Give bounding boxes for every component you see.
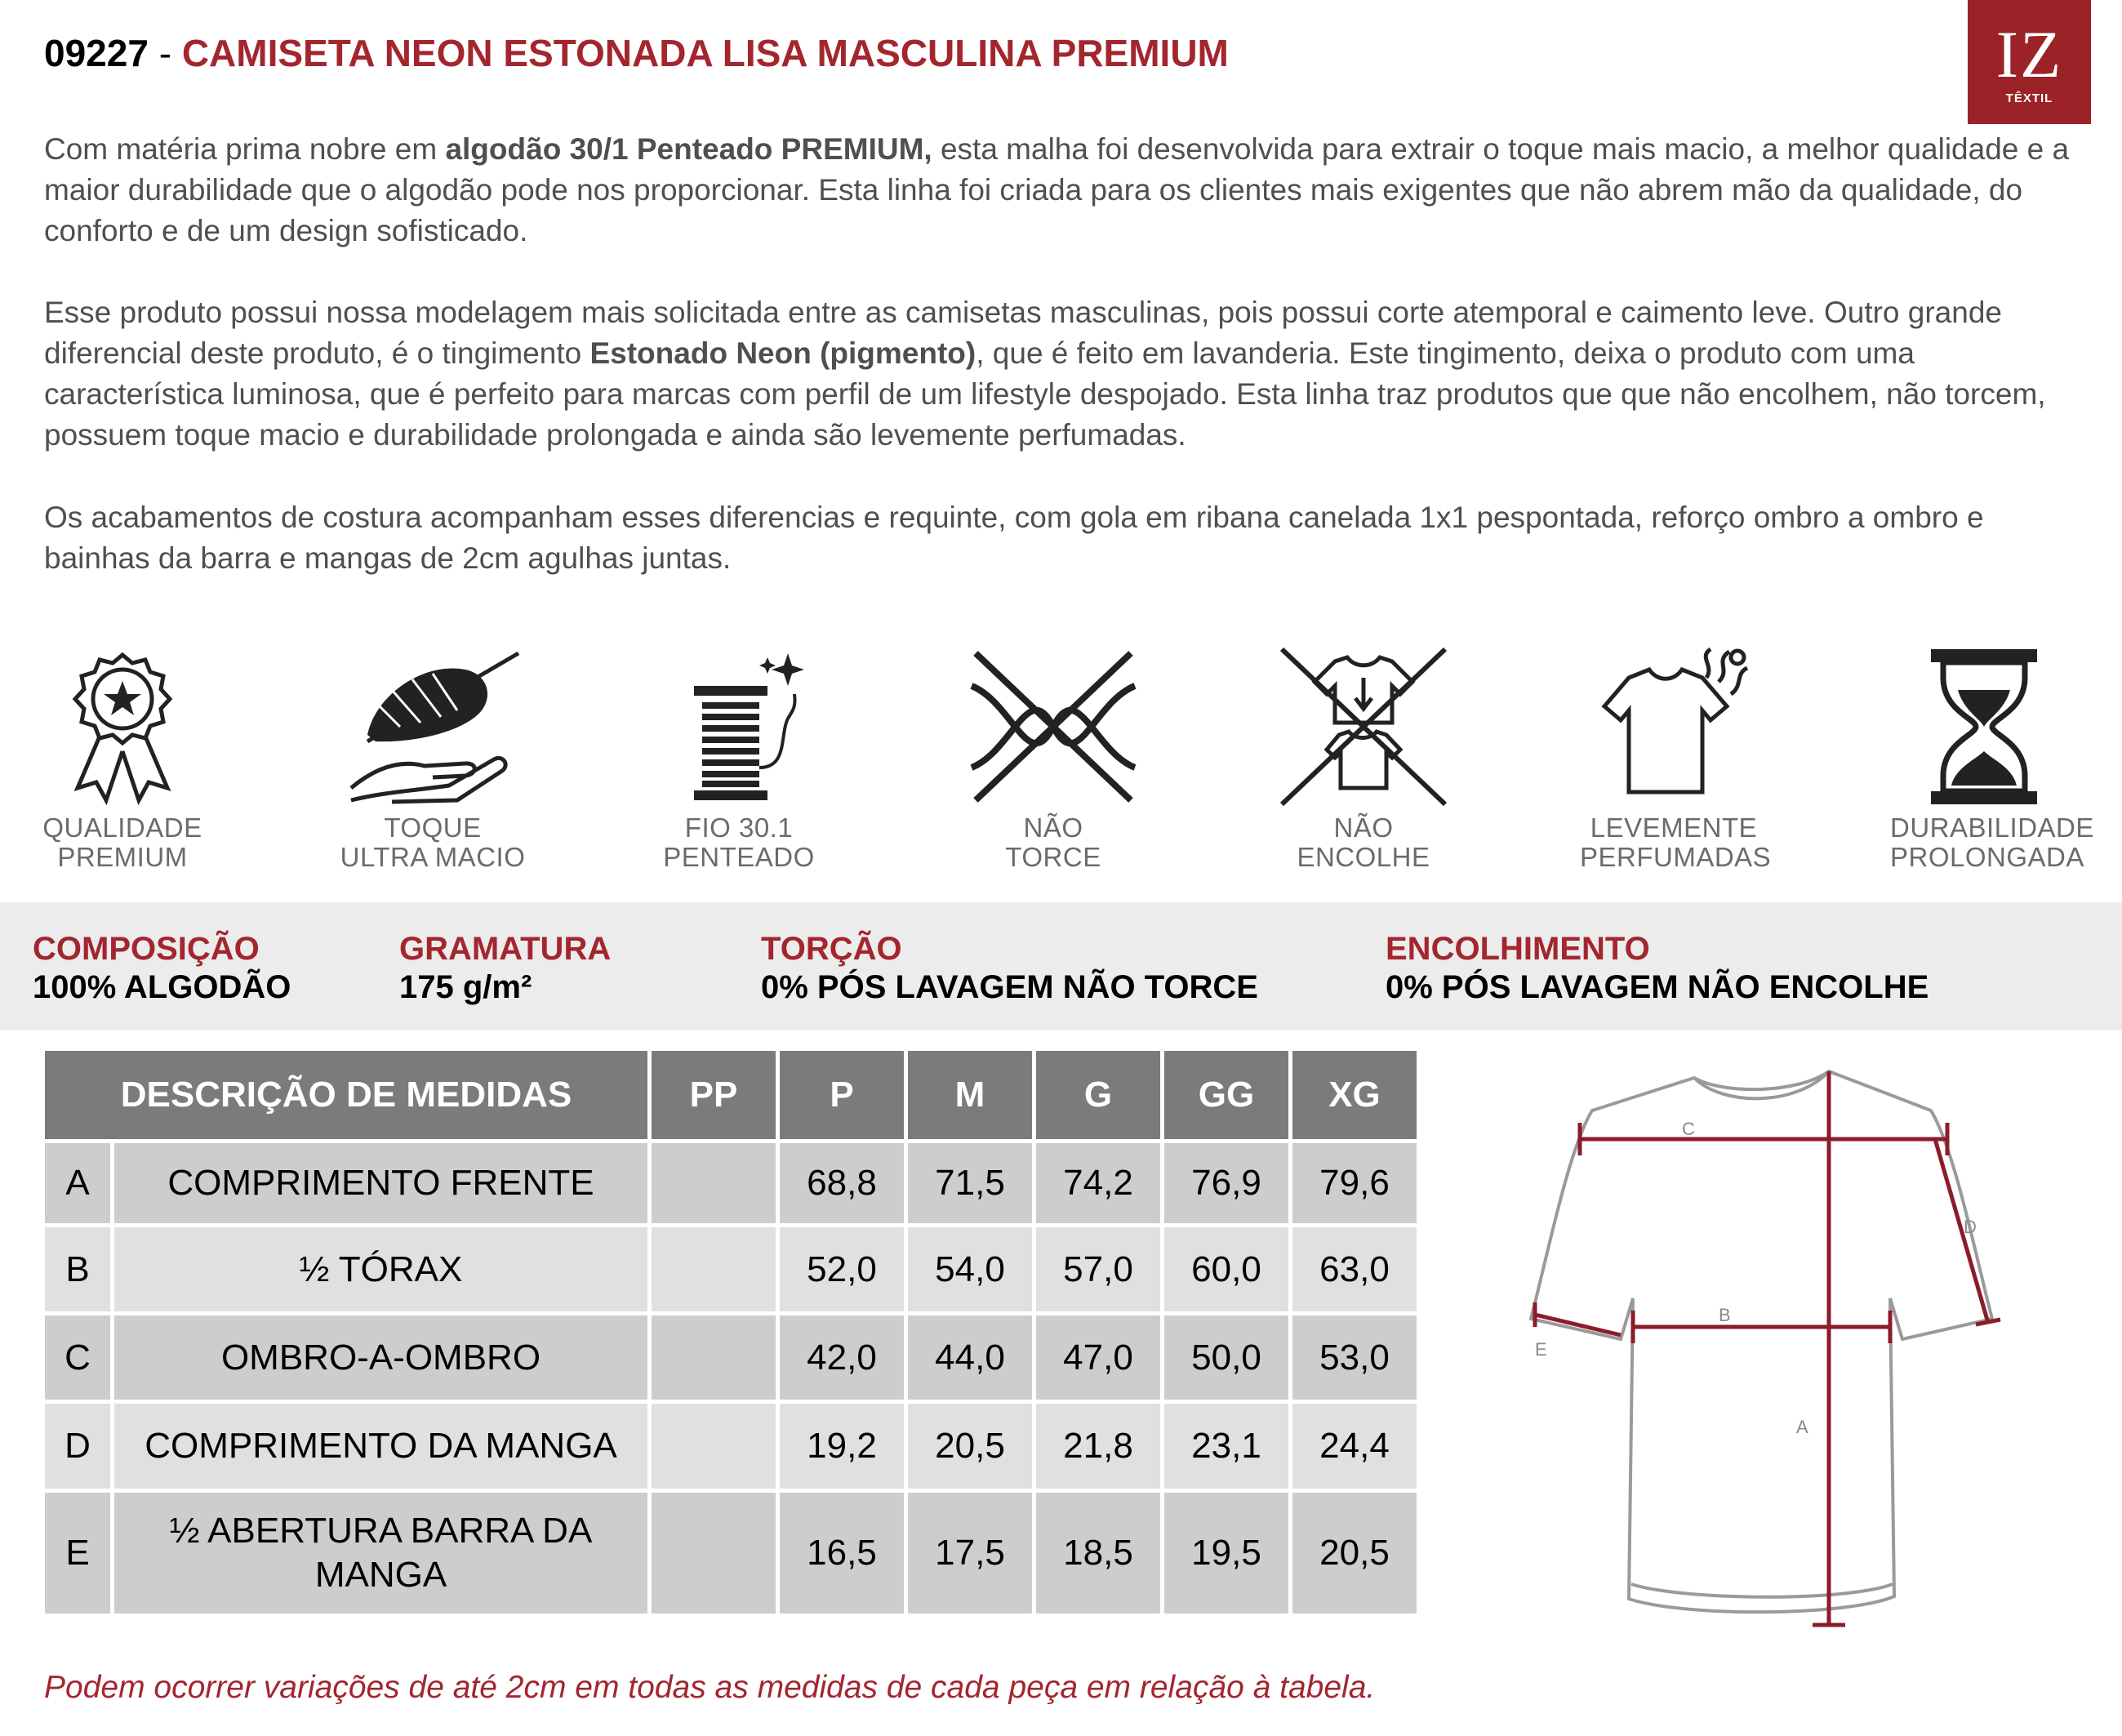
spec-value: 175 g/m² — [399, 969, 532, 1005]
spec-label: TORÇÃO — [761, 931, 902, 967]
cell-value — [652, 1315, 776, 1400]
spec-value: 100% ALGODÃO — [33, 969, 291, 1005]
spec-shrinkage — [1386, 930, 1928, 1007]
column-header: P — [780, 1051, 904, 1139]
feature-label: PREMIUM — [57, 842, 188, 872]
cell-value: 47,0 — [1036, 1315, 1160, 1400]
spec-composition — [33, 930, 291, 1007]
paragraph-highlight: algodão 30/1 Penteado PREMIUM, — [445, 132, 932, 166]
cell-value: 20,5 — [1292, 1493, 1417, 1614]
cell-value: 57,0 — [1036, 1227, 1160, 1311]
paragraph-highlight: Estonado Neon (pigmento) — [589, 336, 976, 370]
description-paragraph-1 — [44, 129, 2077, 251]
feature-label: PENTEADO — [663, 842, 815, 872]
cell-value: 21,8 — [1036, 1404, 1160, 1489]
row-letter: D — [45, 1404, 110, 1489]
spec-twist — [761, 930, 1258, 1007]
thread-spool-icon — [665, 645, 812, 808]
cell-value: 54,0 — [908, 1227, 1032, 1311]
diagram-label-d: D — [1964, 1217, 1977, 1237]
cell-value — [652, 1404, 776, 1489]
product-name: CAMISETA NEON ESTONADA LISA MASCULINA PREMIUM — [181, 32, 1229, 74]
tshirt-measurement-diagram — [1519, 1062, 2009, 1633]
table-header-row — [45, 1051, 1417, 1139]
cell-value: 44,0 — [908, 1315, 1032, 1400]
cell-value — [652, 1493, 776, 1614]
spec-label: COMPOSIÇÃO — [33, 931, 260, 967]
feature-label: DURABILIDADE — [1890, 812, 2094, 843]
logo-mark: IZ — [1995, 17, 2063, 91]
logo-text: TÊXTIL — [2005, 91, 2053, 105]
no-shrink-icon — [1274, 645, 1453, 808]
feature-label: NÃO — [1023, 812, 1083, 843]
spec-value: 0% PÓS LAVAGEM NÃO TORCE — [761, 969, 1258, 1005]
row-description: ½ ABERTURA BARRA DA MANGA — [114, 1493, 647, 1614]
column-header: XG — [1292, 1051, 1417, 1139]
description-paragraph-3: Os acabamentos de costura acompanham esses diferencias e requinte, com gola em ribana canelada 1x1 pespontada, reforço ombro a ombro e bainhas da barra e mangas de 2cm agulhas juntas. — [44, 501, 1984, 575]
row-description: OMBRO-A-OMBRO — [114, 1315, 647, 1400]
size-table — [41, 1047, 1421, 1618]
feature-durability — [1890, 645, 2094, 872]
spec-value: 0% PÓS LAVAGEM NÃO ENCOLHE — [1386, 969, 1929, 1005]
paragraph-text: Com matéria prima nobre em — [44, 132, 446, 166]
premium-badge-icon — [65, 645, 180, 808]
spec-label: GRAMATURA — [399, 931, 612, 967]
column-header: PP — [652, 1051, 776, 1139]
row-letter: A — [45, 1143, 110, 1223]
row-letter: E — [45, 1493, 110, 1614]
spec-weight — [399, 930, 611, 1007]
hourglass-icon — [1919, 645, 2049, 808]
title-separator: - — [158, 32, 172, 74]
feature-label: PROLONGADA — [1890, 842, 2084, 872]
diagram-label-e: E — [1535, 1339, 1547, 1360]
diagram-label-c: C — [1682, 1119, 1695, 1139]
cell-value: 24,4 — [1292, 1404, 1417, 1489]
paragraph-text: Esse produto possui nossa modelagem mais solicitada entre as camisetas masculinas, pois possui corte atemporal e caimento leve. Outro grande diferencial deste produto, é o tingimento — [44, 296, 2002, 370]
cell-value: 74,2 — [1036, 1143, 1160, 1223]
description-paragraph-2 — [44, 292, 2077, 456]
measure-line-e — [1535, 1315, 1621, 1335]
measure-line-d — [1935, 1139, 1988, 1323]
cell-value: 60,0 — [1164, 1227, 1288, 1311]
spec-label: ENCOLHIMENTO — [1386, 931, 1650, 967]
scented-shirt-icon — [1584, 645, 1764, 808]
cell-value: 18,5 — [1036, 1493, 1160, 1614]
cell-value — [652, 1227, 776, 1311]
cell-value: 63,0 — [1292, 1227, 1417, 1311]
feature-softness — [339, 645, 527, 872]
cell-value: 52,0 — [780, 1227, 904, 1311]
feature-scented — [1580, 645, 1772, 872]
cell-value: 17,5 — [908, 1493, 1032, 1614]
cell-value: 50,0 — [1164, 1315, 1288, 1400]
table-row — [45, 1315, 1417, 1400]
feature-label: ULTRA MACIO — [340, 842, 526, 872]
feature-label: QUALIDADE — [42, 812, 202, 843]
table-row — [45, 1143, 1417, 1223]
page-title — [44, 31, 1229, 75]
feature-label: LEVEMENTE — [1590, 812, 1758, 843]
measurement-note: Podem ocorrer variações de até 2cm em todas as medidas de cada peça em relação à tabela. — [44, 1670, 1376, 1705]
table-row — [45, 1404, 1417, 1489]
specs-band — [0, 902, 2122, 1030]
row-description: COMPRIMENTO FRENTE — [114, 1143, 647, 1223]
cell-value — [652, 1143, 776, 1223]
cell-value: 20,5 — [908, 1404, 1032, 1489]
cell-value: 53,0 — [1292, 1315, 1417, 1400]
column-header: GG — [1164, 1051, 1288, 1139]
feature-label: NÃO — [1333, 812, 1394, 843]
cell-value: 19,5 — [1164, 1493, 1288, 1614]
row-letter: C — [45, 1315, 110, 1400]
cell-value: 42,0 — [780, 1315, 904, 1400]
feature-quality — [29, 645, 216, 872]
column-header: M — [908, 1051, 1032, 1139]
diagram-label-b: B — [1719, 1305, 1731, 1325]
paragraph-text: esta malha foi desenvolvida para extrair o toque mais macio, a melhor qualidade e a maior durabilidade que o algodão pode nos proporcionar. Esta linha foi criada para os clientes mais exigentes que não abrem mão da qualidade, do conforto e de um design sofisticado. — [44, 132, 2070, 247]
brand-logo — [1968, 0, 2091, 124]
paragraph-text: , que é feito em lavanderia. Este tingimento, deixa o produto com uma característica luminosa, que é perfeito para marcas com perfil de um lifestyle despojado. Esta linha traz produtos que que não encolhem, não torcem, possuem toque macio e durabilidade prolongada e ainda são levemente perfumadas. — [44, 336, 2046, 452]
cell-value: 68,8 — [780, 1143, 904, 1223]
no-wring-icon — [963, 645, 1143, 808]
diagram-label-a: A — [1796, 1417, 1808, 1437]
cell-value: 79,6 — [1292, 1143, 1417, 1223]
feature-label: ENCOLHE — [1297, 842, 1430, 872]
feature-label: FIO 30.1 — [684, 812, 794, 843]
cell-value: 71,5 — [908, 1143, 1032, 1223]
table-row — [45, 1493, 1417, 1614]
feature-label: PERFUMADAS — [1580, 842, 1772, 872]
shirt-hem — [1631, 1584, 1893, 1597]
cell-value: 76,9 — [1164, 1143, 1288, 1223]
row-letter: B — [45, 1227, 110, 1311]
feather-hand-icon — [343, 645, 523, 808]
cell-value: 19,2 — [780, 1404, 904, 1489]
feature-no-shrink — [1270, 645, 1457, 872]
feature-label: TORCE — [1005, 842, 1101, 872]
column-header: DESCRIÇÃO DE MEDIDAS — [45, 1051, 647, 1139]
feature-no-twist — [959, 645, 1147, 872]
cell-value: 23,1 — [1164, 1404, 1288, 1489]
row-description: ½ TÓRAX — [114, 1227, 647, 1311]
column-header: G — [1036, 1051, 1160, 1139]
product-code: 09227 — [44, 32, 149, 74]
cell-value: 16,5 — [780, 1493, 904, 1614]
shirt-outline — [1531, 1071, 1992, 1612]
table-row — [45, 1227, 1417, 1311]
feature-label: TOQUE — [384, 812, 482, 843]
row-description: COMPRIMENTO DA MANGA — [114, 1404, 647, 1489]
feature-yarn — [645, 645, 833, 872]
